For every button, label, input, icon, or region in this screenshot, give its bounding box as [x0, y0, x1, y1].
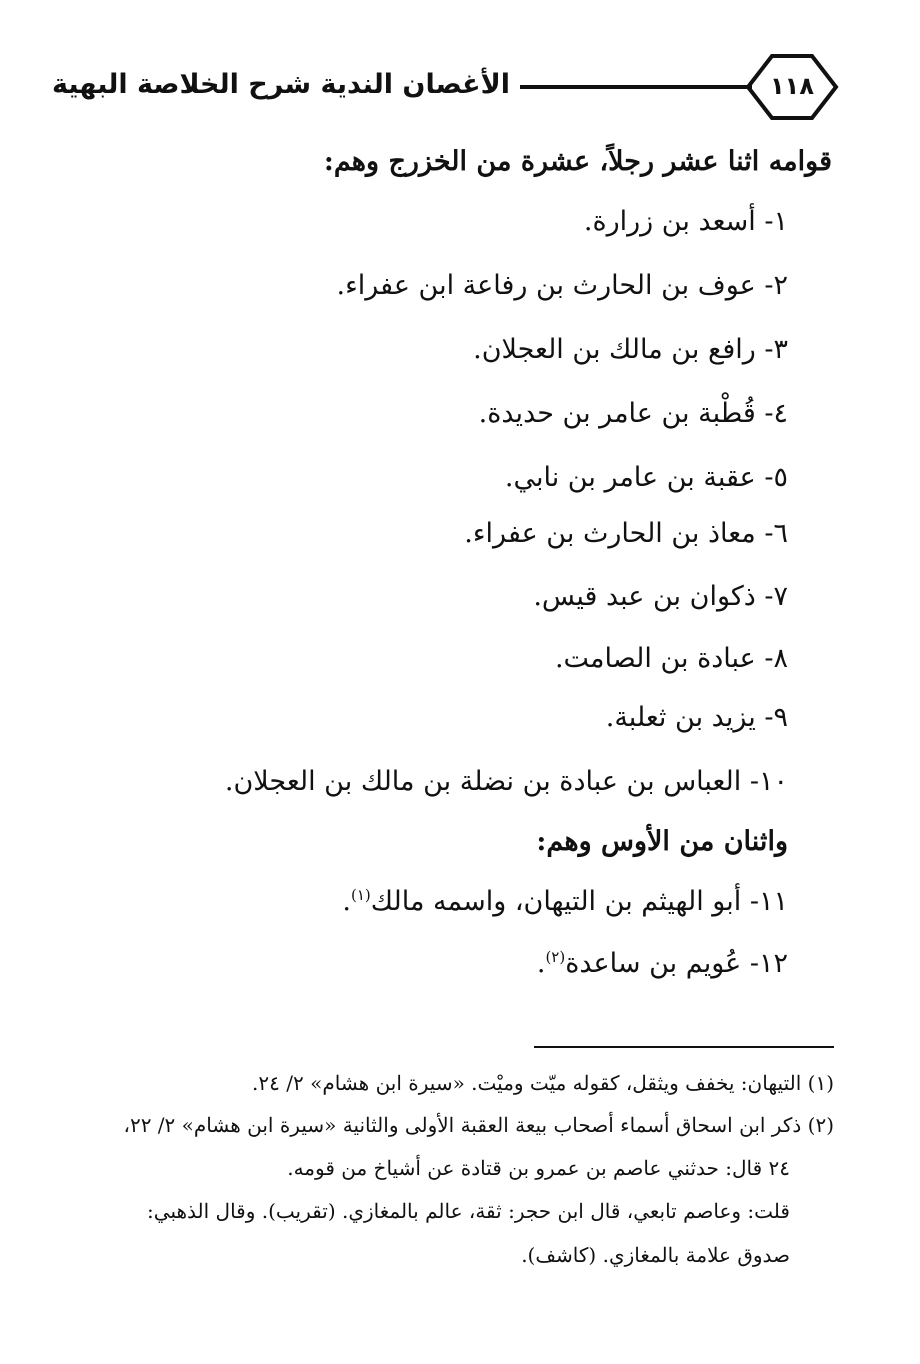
list-item-text: ١٢- عُويم بن ساعدة [565, 948, 788, 979]
page-number: ١١٨ [770, 72, 814, 100]
list-item: ٧- ذكوان بن عبد قيس. [533, 581, 788, 612]
list-item [342, 882, 788, 922]
footnote-line: صدوق علامة بالمغازي. (كاشف). [521, 1243, 790, 1267]
list-item: ١- أسعد بن زرارة. [583, 206, 788, 237]
footnote-line: (٢) ذكر ابن اسحاق أسماء أصحاب بيعة العقبة الأولى والثانية «سيرة ابن هشام» ٢/ ٢٢، [123, 1113, 834, 1137]
footnote-ref: (٢) [545, 948, 566, 966]
list-item: ٩- يزيد بن ثعلبة. [605, 702, 788, 733]
footnote-separator [534, 1046, 834, 1048]
intro-line: قوامه اثنا عشر رجلاً، عشرة من الخزرج وهم: [323, 146, 832, 177]
list-item: ٣- رافع بن مالك بن العجلان. [473, 334, 788, 365]
list-item: ٦- معاذ بن الحارث بن عفراء. [464, 518, 788, 549]
book-title: الأغصان الندية شرح الخلاصة البهية [52, 69, 510, 100]
list-item: ٨- عبادة بن الصامت. [554, 643, 788, 674]
footnote-line: قلت: وعاصم تابعي، قال ابن حجر: ثقة، عالم بالمغازي. (تقريب). وقال الذهبي: [147, 1199, 790, 1223]
list-item: ١٠- العباس بن عبادة بن نضلة بن مالك بن العجلان. [224, 766, 788, 797]
footnote-line: ٢٤ قال: حدثني عاصم بن عمرو بن قتادة عن أشياخ من قومه. [287, 1156, 790, 1180]
list-item: ٢- عوف بن الحارث بن رفاعة ابن عفراء. [336, 270, 788, 301]
list-item-text: ١١- أبو الهيثم بن التيهان، واسمه مالك [370, 886, 788, 917]
list-item: ٥- عقبة بن عامر بن نابي. [504, 462, 788, 493]
aws-heading: واثنان من الأوس وهم: [536, 826, 788, 857]
list-item-end: . [536, 948, 546, 979]
header-rule [520, 85, 752, 89]
list-item: ٤- قُطْبة بن عامر بن حديدة. [478, 398, 788, 429]
list-item [537, 944, 788, 984]
list-item-end: . [342, 886, 351, 917]
footnote-ref: (١) [350, 886, 371, 904]
footnote-line: (١) التيهان: يخفف ويثقل، كقوله ميّت وميْت. «سيرة ابن هشام» ٢/ ٢٤. [252, 1071, 834, 1095]
